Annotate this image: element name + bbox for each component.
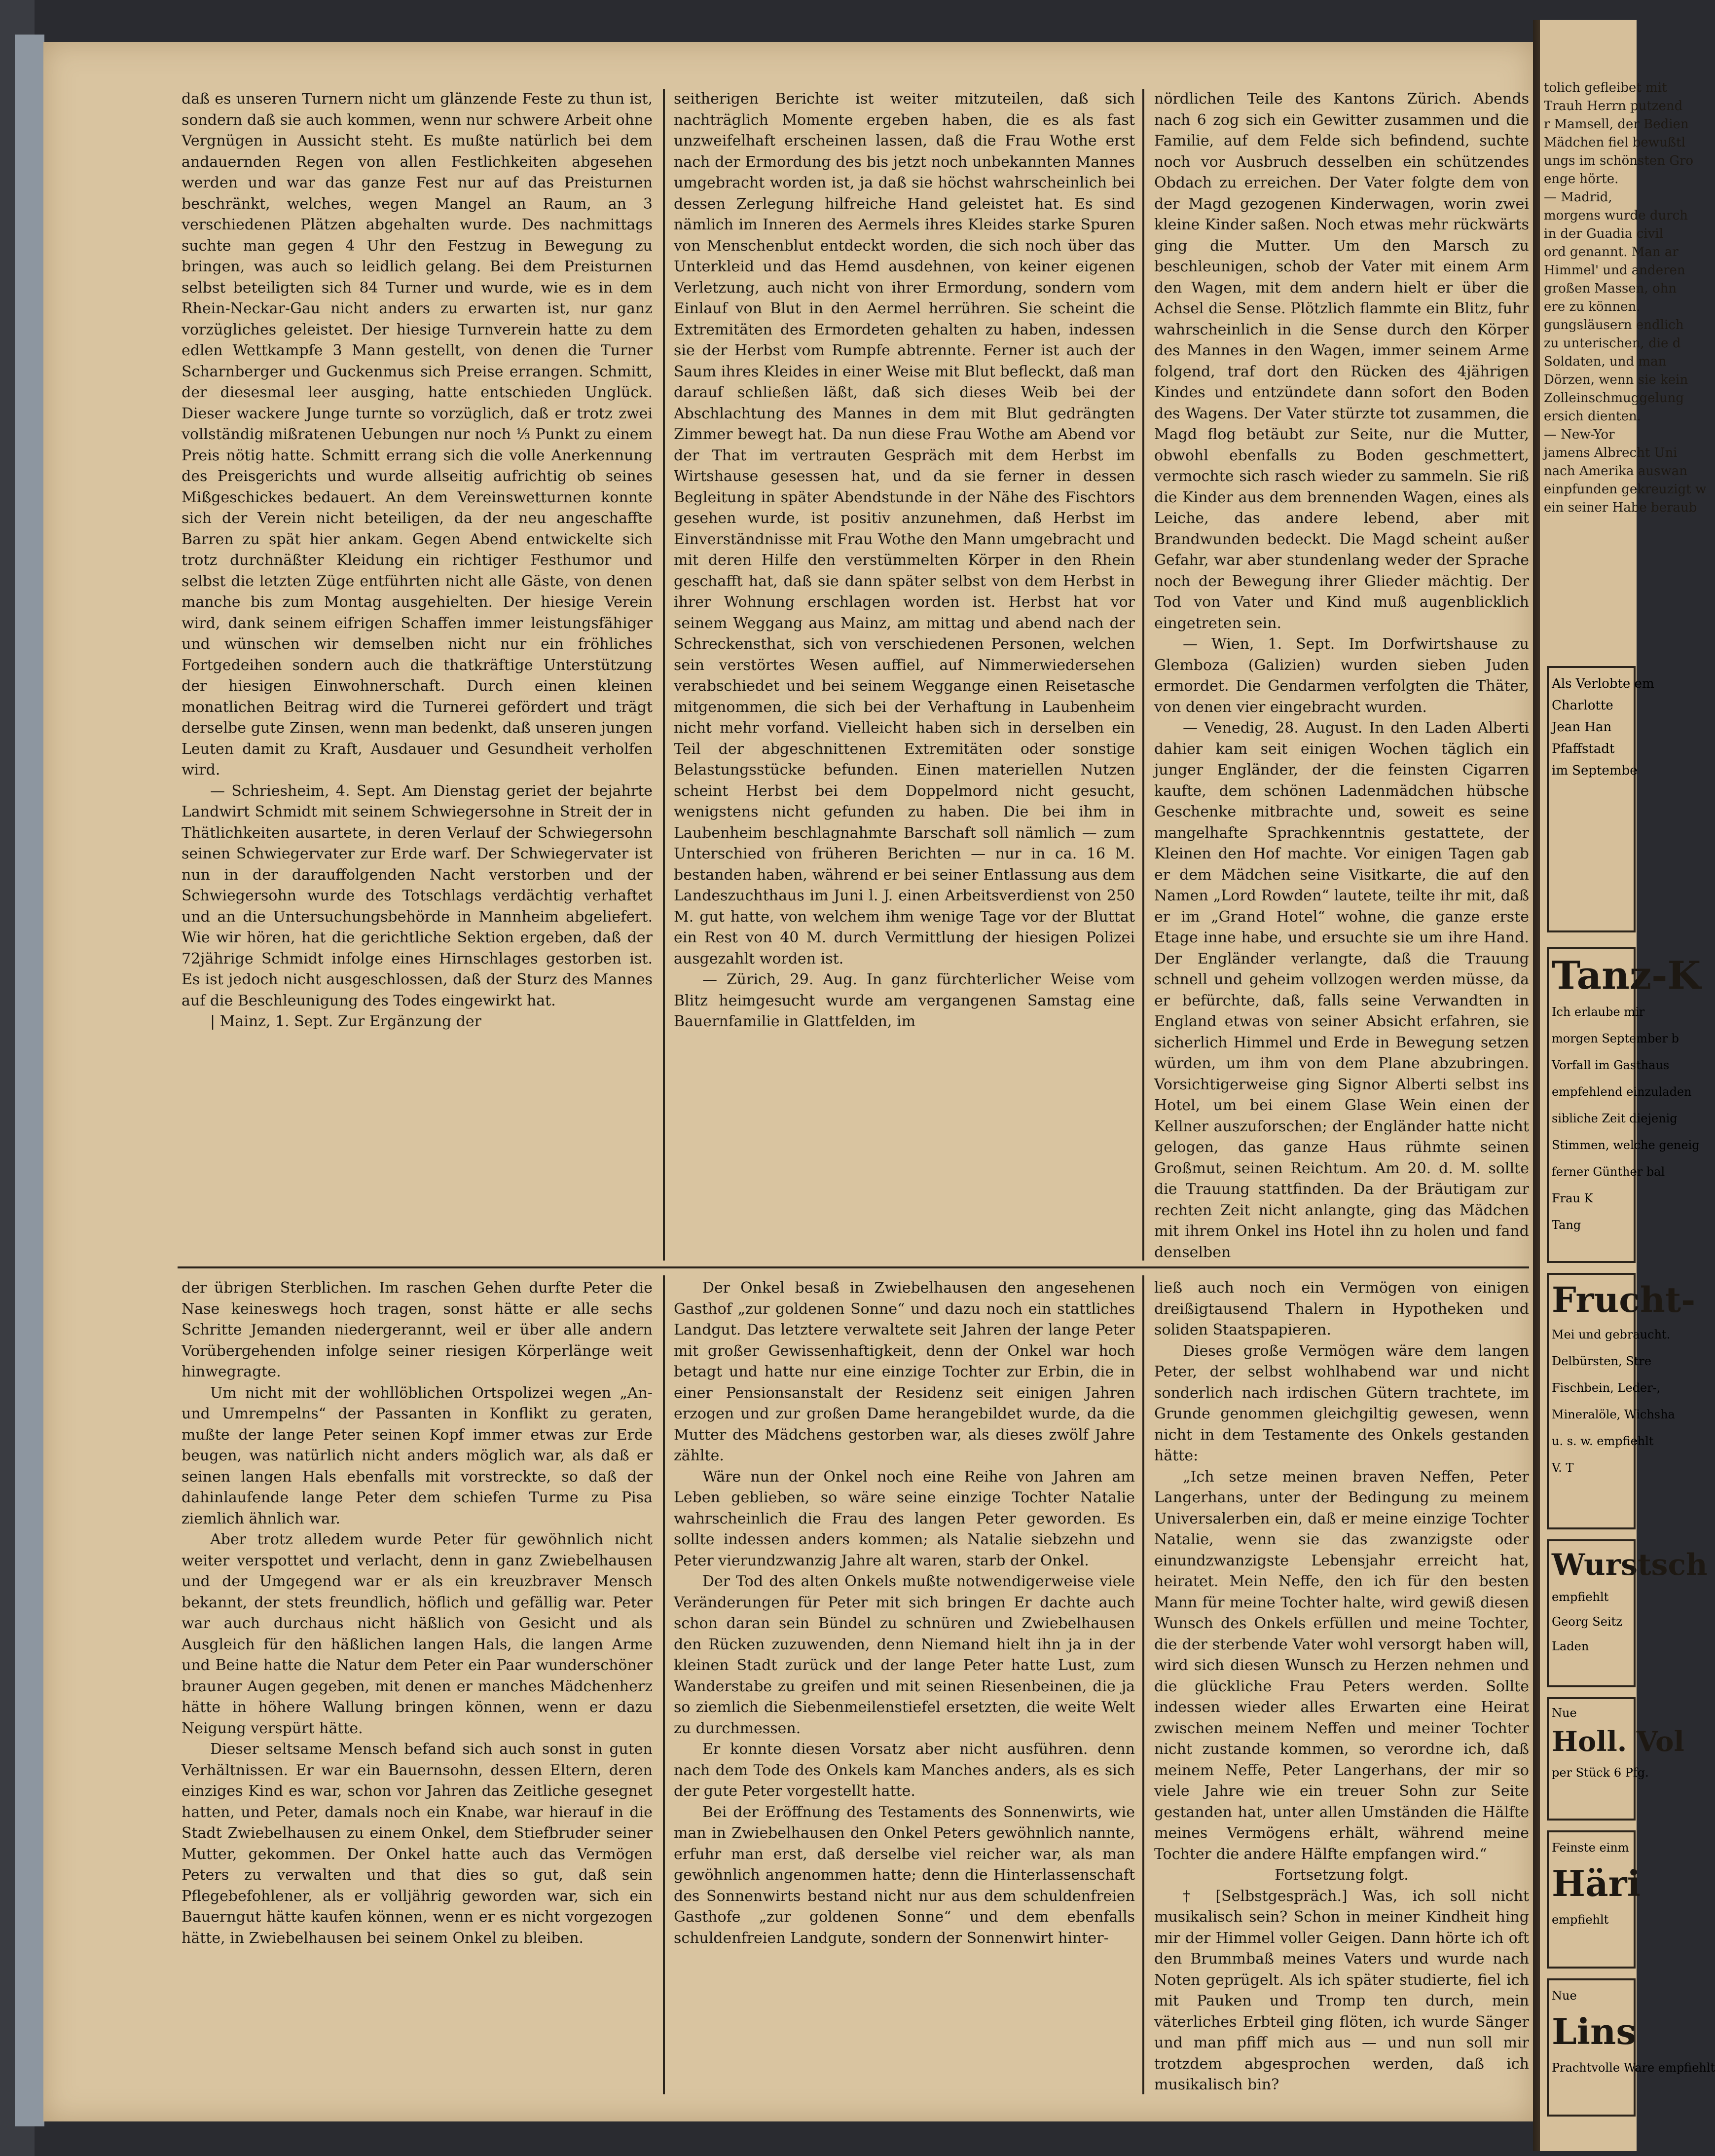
paragraph: † [Selbstgespräch.] Was, ich soll nicht musikalisch sein? Schon in meiner Kindheit hing mir der Himmel voller Geigen. Dann hörte ich oft den Brummbaß meines Vaters und wurde nach Noten geprügelt. Als ich später studierte, fiel ich mit Pauken und Tromp ten durch, mein väterliches Erbteil ging flöten, ich wurde Sänger und man pfiff mich aus — und nun soll mir trotzdem abgesprochen werden, daß ich musikalisch bin? — [1154, 1887, 1529, 2093]
upper-column-2 — [674, 89, 1135, 1265]
paragraph: nördlichen Teile des Kantons Zürich. Abends nach 6 zog sich ein Gewitter zusammen und die Familie, auf dem Felde sich befindend, suchte noch vor Ausbruch desselben ein schützendes Obdach zu erreichen. Der Vater folgte dem von der Magd gezogenen Kinderwagen, worin zwei kleine Kinder saßen. Noch etwas mehr rückwärts ging die Mutter. Um den Marsch zu beschleunigen, schob der Vater mit einem Arm den Wagen, mit dem andern hielt er über die Achsel die Sense. Plötzlich flammte ein Blitz, fuhr wahrscheinlich in die Sense durch den Körper des Mannes in den Wagen, immer seinem Arme folgend, traf dort den Rücken des 4jährigen Kindes und entzündete dann sofort den Boden des Wagens. Der Vater stürzte tot zusammen, die Magd flog betäubt zur Seite, nur die Mutter, obwohl ebenfalls zu Boden geschmettert, vermochte sich rasch wieder zu sammeln. Sie riß die Kinder aus dem brennenden Wagen, eines als Leiche, das andere lebend, aber mit Brandwunden bedeckt. Die Magd scheint außer Gefahr, war aber stundenlang weder der Sprache noch der Bewegung ihrer Glieder mächtig. Der Tod von Vater und Kind muß augenblicklich eingetreten sein. — [1154, 90, 1529, 632]
text-line: Dörzen, wenn sie kein — [1544, 372, 1688, 387]
text-line: ere zu können. — [1544, 299, 1641, 314]
lower-column-3 — [1154, 1278, 1529, 2097]
herring-advertisement — [1547, 1697, 1684, 1821]
text-line: Fischbein, Leder-, — [1552, 1381, 1661, 1395]
fruit-advertisement — [1547, 1273, 1696, 1529]
text-line: gungsläusern endlich — [1544, 318, 1684, 333]
text-line: nach Amerika auswan — [1544, 464, 1687, 479]
text-line: Stimmen, welche geneig — [1552, 1138, 1700, 1152]
text-line: empfiehlt — [1552, 1913, 1609, 1927]
paragraph: Der Tod des alten Onkels mußte notwendigerweise viele Veränderungen für Peter mit sich bringen Er dachte auch schon daran sein Bündel zu schnüren und Zwiebelhausen den Rücken zuzuwenden, denn Niemand hielt ihn ja in der kleinen Stadt zurück und der lange Peter hatte Lust, zum Wanderstabe zu greifen und mit seinen Riesenbeinen, die ja so ziemlich die Siebenmeilenstiefel ersetzten, die weite Welt zu durchmessen. — [674, 1573, 1135, 1737]
text-line: zu unterischen, die d — [1544, 336, 1681, 351]
text-line: im Septembe — [1552, 763, 1638, 778]
hari-heading: Häri — [1552, 1862, 1641, 1904]
binding-strip — [15, 35, 44, 2126]
section-divider — [178, 1266, 1529, 1268]
text-line: Charlotte — [1552, 698, 1613, 713]
text-line: Nue — [1552, 1989, 1577, 2003]
paragraph: Dieser seltsame Mensch befand sich auch sonst in guten Verhältnissen. Er war ein Bauernsohn, dessen Eltern, deren einziges Kind es war, schon vor Jahren das Zeitliche gesegnet hatten, und Peter, damals noch ein Knabe, war hierauf in die Stadt Zwiebelhausen zu einem Onkel, dem Stiefbruder seiner Mutter, gekommen. Der Onkel hatte auch das Vermögen Peters zu verwalten und that dies so gut, daß sein Pflegebefohlener, als er volljährig geworden war, sich ein Bauerngut hätte kaufen können, wenn er es nicht vorgezogen hätte, in Zwiebelhausen bei seinem Onkel zu bleiben. — [182, 1741, 653, 1947]
column-rule — [663, 89, 665, 1261]
text-line: sibliche Zeit diejenig — [1552, 1112, 1678, 1125]
upper-column-3 — [1154, 89, 1529, 1265]
sausage-advertisement — [1547, 1539, 1708, 1687]
text-line: Pfaffstadt — [1552, 742, 1615, 756]
paragraph: der übrigen Sterblichen. Im raschen Gehen durfte Peter die Nase keineswegs hoch tragen, sonst hätte er alle sechs Schritte Jemanden niedergerannt, weil er über alle andern Vorübergehenden infolge seiner riesigen Körperlänge weit hinwegragte. — [182, 1279, 653, 1380]
text-line: Feinste einm — [1552, 1841, 1629, 1855]
text-line: ein seiner Habe beraub — [1544, 500, 1697, 515]
paragraph: Um nicht mit der wohllöblichen Ortspolizei wegen „An- und Umrempelns“ der Passanten in Konflikt zu geraten, mußte der lange Peter seinen Kopf immer etwas zur Erde beugen, was natürlich nicht anders möglich war, als daß er seinen langen Hals ebenfalls mit vorstreckte, so daß der dahinlaufende lange Peter dem schiefen Turme zu Pisa ziemlich ähnlich war. — [182, 1384, 653, 1527]
paragraph: Der Onkel besaß in Zwiebelhausen den angesehenen Gasthof „zur goldenen Sonne“ und dazu noch ein stattliches Landgut. Das letztere verwaltete seit Jahren der lange Peter mit großer Gewissenhaftigkeit, denn der Onkel war hoch betagt und hatte nur eine einzige Tochter zur Erbin, die in einer Pensionsanstalt der Residenz seit einigen Jahren erzogen und zur großen Dame herangebildet wurde, da die Mutter des Mädchens gestorben war, als dieses zwölf Jahre zählte. — [674, 1279, 1135, 1464]
text-line: Delbürsten, Stre — [1552, 1354, 1652, 1368]
text-line: empfehlend einzuladen — [1552, 1085, 1692, 1099]
text-line: morgens wurde durch — [1544, 208, 1688, 223]
engagement-notice — [1547, 666, 1654, 932]
lentils-heading: Lins — [1552, 2010, 1636, 2052]
paragraph: — Zürich, 29. Aug. In ganz fürchterlicher Weise vom Blitz heimgesucht wurde am vergangenen Samstag eine Bauernfamilie in Glattfelden, im — [674, 971, 1135, 1030]
text-line: Laden — [1552, 1639, 1589, 1653]
lower-column-2 — [674, 1278, 1135, 2097]
text-line: Prachtvolle Ware empfiehlt — [1552, 2061, 1715, 2075]
paragraph: seitherigen Berichte ist weiter mitzuteilen, daß sich nachträglich Momente ergeben haben, die es als fast unzweifelhaft erscheinen lassen, daß die Frau Wothe erst nach der Ermordung des bis jetzt noch unbekannten Mannes umgebracht worden ist, ja daß sie höchst wahrscheinlich bei dessen Zerlegung hilfreiche Hand geleistet hat. Es sind nämlich im Inneren des Aermels ihres Kleides starke Spuren von Menschenblut entdeckt worden, die sich noch über das Unterkleid und das Hemd ausdehnen, von keiner eigenen Verletzung, auch nicht von ihrer Ermordung, sondern vom Einlauf von Blut in den Aermel herrühren. Sie scheint die Extremitäten des Ermordeten gehalten zu haben, indessen sie der Herbst vom Rumpfe abtrennte. Ferner ist auch der Saum ihres Kleides in einer Weise mit Blut befleckt, daß man darauf schließen läßt, daß sich dieses Weib bei der Abschlachtung des Mannes in dem mit Blut gedrängten Zimmer bewegt hat. Da nun diese Frau Wothe am Abend vor der That im vertrauten Gespräch mit dem Herbst im Wirtshause gesessen hat, und da sie ferner in dessen Begleitung in später Abendstunde in der Nähe des Fischtors gesehen wurde, ist positiv anzunehmen, daß Herbst im Einverständnisse mit Frau Wothe den Mann umgebracht und mit deren Hilfe den verstümmelten Körper in den Rhein geschafft hat, daß sie dann später selbst von dem Herbst in ihrer Wohnung erschlagen worden ist. Herbst hat vor seinem Weggang aus Mainz, am mittag und abend nach der Schreckensthat, sich von verschiedenen Personen, welchen sein verstörtes Wesen auffiel, auf Nimmerwiedersehen verabschiedet und bei seinem Weggange einen Reisetasche mitgenommen, die sich bei der Verhaftung in Laubenheim nicht mehr vorfand. Vielleicht haben sich in derselben ein Teil der abgeschnittenen Extremitäten oder sonstige Belastungsstücke befunden. Einen materiellen Nutzen scheint Herbst bei dem Doppelmord nicht gesucht, wenigstens nicht gefunden zu haben. Die bei ihm in Laubenheim beschlagnahmte Barschaft soll nämlich — zum Unterschied von früheren Berichten — nur in ca. 16 M. bestanden haben, während er bei seiner Entlassung aus dem Landeszuchthaus im Juni l. J. einen Arbeitsverdienst von 250 M. gut hatte, von welchem ihm wenige Tage vor der Bluttat ein Rest von 40 M. durch Vermittlung der hiesigen Polizei ausgezahlt worden ist. — [674, 90, 1135, 967]
text-line: ferner Günther bal — [1552, 1165, 1665, 1179]
text-line: r Mamsell, der Bedien — [1544, 117, 1689, 132]
paragraph: Aber trotz alledem wurde Peter für gewöhnlich nicht weiter verspottet und verlacht, denn in ganz Zwiebelhausen und der Umgegend war er als ein kreuzbraver Mensch bekannt, der stets freundlich, höflich und gefällig war. Peter war auch durchaus nicht häßlich von Gesicht und als Ausgleich für den häßlichen langen Hals, die langen Arme und Beine hatte die Natur dem Peter ein Paar wunderschöner brauner Augen gegeben, mit denen er manches Mädchenherz hätte in höhere Wallung bringen können, wenn er dazu Neigung verspürt hätte. — [182, 1531, 653, 1737]
text-line: per Stück 6 Pfg. — [1552, 1766, 1649, 1780]
text-line: ord genannt. Man ar — [1544, 245, 1679, 260]
paragraph: — Wien, 1. Sept. Im Dorfwirtshause zu Glemboza (Galizien) wurden sieben Juden ermordet. Die Gendarmen verfolgten die Thäter, von denen vier eingebracht wurden. — [1154, 635, 1529, 716]
text-line: Soldaten, und man — [1544, 354, 1667, 369]
text-line: Mineralöle, Wichsha — [1552, 1408, 1675, 1421]
dance-heading: Tanz-K — [1552, 953, 1701, 998]
paragraph: Wäre nun der Onkel noch eine Reihe von Jahren am Leben geblieben, so wäre seine einzige Tochter Natalie wahrscheinlich die Frau des langen Peter geworden. Es sollte indessen anders kommen; als Natalie siebzehn und Peter vierundzwanzig Jahre alt waren, starb der Onkel. — [674, 1468, 1135, 1569]
sausage-heading: Wurstsch — [1552, 1548, 1708, 1582]
fruit-heading: Frucht- — [1552, 1279, 1696, 1320]
text-line: enge hörte. — [1544, 172, 1619, 186]
text-line: Trauh Herrn putzend — [1544, 99, 1683, 113]
text-line: V. T — [1552, 1461, 1574, 1475]
column-rule — [1142, 89, 1144, 1261]
paragraph: ließ auch noch ein Vermögen von einigen dreißigtausend Thalern in Hypotheken und soliden Staatspapieren. — [1154, 1279, 1529, 1338]
text-line: Mei und gebraucht. — [1552, 1328, 1671, 1341]
facing-page-text — [1544, 79, 1707, 666]
text-line: Georg Seitz — [1552, 1615, 1622, 1629]
text-line: Vorfall im Gasthaus — [1552, 1058, 1670, 1072]
text-line: ungs im schönsten Gro — [1544, 153, 1694, 168]
text-line: — Madrid, — [1544, 190, 1612, 205]
paragraph: — Schriesheim, 4. Sept. Am Dienstag geriet der bejahrte Landwirt Schmidt mit seinem Schwiegersohne in Streit der in Thätlichkeiten ausartete, in deren Verlauf der Schwiegersohn seinen Schwiegervater zur Erde warf. Der Schwiegervater ist nun in der darauffolgenden Nacht verstorben und der Schwiegersohn wurde des Totschlags verdächtig verhaftet und an die Untersuchungsbehörde in Mannheim abgeliefert. Wie wir hören, hat die gerichtliche Sektion ergeben, daß der 72jährige Schmidt infolge eines Hirnschlages gestorben ist. Es ist jedoch nicht ausgeschlossen, daß der Sturz des Mannes auf die Beschleunigung des Todes eingewirkt hat. — [182, 782, 653, 1009]
herring-heading: Holl. Vol — [1552, 1725, 1684, 1758]
upper-column-1 — [182, 89, 653, 1265]
text-line: empfiehlt — [1552, 1590, 1609, 1604]
paragraph: daß es unseren Turnern nicht um glänzende Feste zu thun ist, sondern daß sie auch kommen, wenn nur schwere Arbeit ohne Vergnügen in Aussicht steht. Es mußte natürlich bei dem andauernden Regen von allen Festlichkeiten abgesehen werden und war das ganze Fest nur auf das Preisturnen beschränkt, welches, wegen Mangel an Raum, an 3 verschiedenen Plätzen abgehalten wurde. Des nachmittags suchte man gegen 4 Uhr den Festzug in Bewegung zu bringen, was auch so leidlich gelang. Bei dem Preisturnen selbst beteiligten sich 84 Turner und wurde, wie es in dem Rhein-Neckar-Gau nicht anders zu erwarten ist, nur ganz vorzügliches geleistet. Der hiesige Turnverein hatte zu dem edlen Wettkampfe 3 Mann gestellt, von denen die Turner Scharnberger und Guckenmus sich Preise errangen. Schmitt, der diesesmal leer ausging, hatte entschieden Unglück. Dieser wackere Junge turnte so vorzüglich, daß er trotz zwei vollständig mißratenen Uebungen nur noch ⅓ Punkt zu einem Preis nötig hatte. Schmitt errang sich die volle Anerkennung des Preisgerichts und wurde allseitig aufrichtig ob seines Mißgeschickes bedauert. An dem Vereinswetturnen konnte sich der Verein nicht beteiligen, da der neu angeschaffte Barren zu spät hier ankam. Gegen Abend entwickelte sich trotz durchnäßter Kleidung ein richtiger Festhumor und selbst die letzten Züge entführten nicht alle Gäste, von denen manche bis zum Montag ausgehielten. Der hiesige Verein wird, dank seinem eifrigen Schaffen immer leistungsfähiger und wünschen wir demselben nicht nur ein fröhliches Fortgedeihen sondern auch die thatkräftige Unterstützung der hiesigen Einwohnerschaft. Durch einen kleinen monatlichen Beitrag wird die Turnerei gefördert und trägt derselbe gute Zinsen, wenn man bedenkt, daß unseren jungen Leuten damit zu Kraft, Ausdauer und Gesundheit verholfen wird. — [182, 90, 653, 779]
text-line: tolich gefleibet mit — [1544, 80, 1667, 95]
paragraph: | Mainz, 1. Sept. Zur Ergänzung der — [210, 1013, 482, 1030]
herring-fine-advertisement — [1547, 1830, 1641, 1969]
text-line: u. s. w. empfiehlt — [1552, 1434, 1654, 1448]
newspaper-page — [43, 42, 1533, 2121]
text-line: — New-Yor — [1544, 427, 1615, 442]
column-rule — [663, 1275, 665, 2094]
text-line: einpfunden gekreuzigt w — [1544, 482, 1707, 497]
text-line: Tang — [1552, 1218, 1581, 1232]
text-line: Frau K — [1552, 1191, 1593, 1205]
text-line: morgen September b — [1552, 1032, 1679, 1045]
text-line: Jean Han — [1552, 720, 1612, 735]
text-line: ersich dienten. — [1544, 409, 1641, 424]
text-line: Ich erlaube mir — [1552, 1005, 1645, 1019]
text-line: großen Massen, ohn — [1544, 281, 1677, 296]
paragraph: Bei der Eröffnung des Testaments des Sonnenwirts, wie man in Zwiebelhausen den Onkel Peters gewöhnlich nannte, erfuhr man erst, daß derselbe viel reicher war, als man gewöhnlich angenommen hatte; denn die Hinterlassenschaft des Sonnenwirts bestand nicht nur aus dem schuldenfreien Gasthofe „zur goldenen Sonne“ und dem ebenfalls schuldenfreien Landgute, sondern der Sonnenwirt hinter- — [674, 1803, 1135, 1947]
dance-advertisement — [1547, 947, 1701, 1263]
facing-page-edge — [1540, 20, 1715, 2151]
text-line: Nue — [1552, 1706, 1577, 1720]
lower-column-1 — [182, 1278, 653, 2097]
text-line: jamens Albrecht Uni — [1544, 446, 1678, 460]
column-rule — [1142, 1275, 1144, 2094]
paragraph: Fortsetzung folgt. — [1275, 1866, 1409, 1884]
text-line: Zolleinschmuggelung — [1544, 391, 1684, 406]
lentils-advertisement — [1547, 1978, 1715, 2117]
paragraph: Dieses große Vermögen wäre dem langen Peter, der selbst wohlhabend war und nicht sonderlich nach irdischen Gütern trachtete, im Grunde genommen gleichgiltig gewesen, wenn nicht in dem Testamente des Onkels gestanden hätte: — [1154, 1342, 1529, 1464]
paragraph: Er konnte diesen Vorsatz aber nicht ausführen. denn nach dem Tode des Onkels kam Manches anders, als es sich der gute Peter vorgestellt hatte. — [674, 1741, 1135, 1800]
paragraph: — Venedig, 28. August. In den Laden Alberti dahier kam seit einigen Wochen täglich ein junger Engländer, der die feinsten Cigarren kaufte, dem schönen Ladenmädchen hübsche Geschenke mitbrachte und, soweit es seine mangelhafte Sprachkenntnis gestattete, der Kleinen den Hof machte. Vor einigen Tagen gab er dem Mädchen seine Visitkarte, die auf den Namen „Lord Rowden“ lautete, teilte ihr mit, daß er im „Grand Hotel“ wohne, die ganze erste Etage inne habe, und ersuchte sie um ihre Hand. Der Engländer verlangte, daß die Trauung schnell und geheim vollzogen werden müsse, da er befürchte, daß, falls seine Verwandten in England etwas von seiner Absicht erfahren, sie sicherlich Himmel und Erde in Bewegung setzen würden, um ihm von dem Plane abzubringen. Vorsichtigerweise ging Signor Alberti selbst ins Hotel, um bei einem Glase Wein einen der Kellner auszuforschen; der Engländer hatte nicht gelogen, das ganze Haus rühmte seinen Großmut, seinen Reichtum. Am 20. d. M. sollte die Trauung stattfinden. Da der Bräutigam zur rechten Zeit nicht anlangte, ging das Mädchen mit ihrem Onkel ins Hotel ihn zu holen und fand denselben — [1154, 719, 1529, 1261]
paragraph: „Ich setze meinen braven Neffen, Peter Langerhans, unter der Bedingung zu meinem Universalerben ein, daß er meine einzige Tochter Natalie, wenn sie das zwanzigste oder einundzwanzigste Lebensjahr erreicht hat, heiratet. Mein Neffe, den ich für den besten Mann für meine Tochter halte, wird gewiß diesen Wunsch des Onkels erfüllen und meine Tochter, die der sterbende Vater wohl versorgt haben will, wird sich diesen Wunsch zu Herzen nehmen und die glückliche Frau Peters werden. Sollte indessen wieder alles Erwarten eine Heirat zwischen meinem Neffen und meiner Tochter nicht zustande kommen, so verordne ich, daß meinem Neffe, Peter Langerhans, der mir so viele Jahre wie ein treuer Sohn zur Seite gestanden hat, unter allen Umständen die Hälfte meines Vermögens erhält, während meine Tochter die andere Hälfte empfangen wird.“ — [1154, 1468, 1529, 1863]
text-line: Himmel' und anderen — [1544, 263, 1685, 278]
text-line: Als Verlobte em — [1552, 676, 1654, 691]
text-line: in der Guadia civil — [1544, 226, 1663, 241]
text-line: Mädchen fiel bewußtl — [1544, 135, 1685, 150]
